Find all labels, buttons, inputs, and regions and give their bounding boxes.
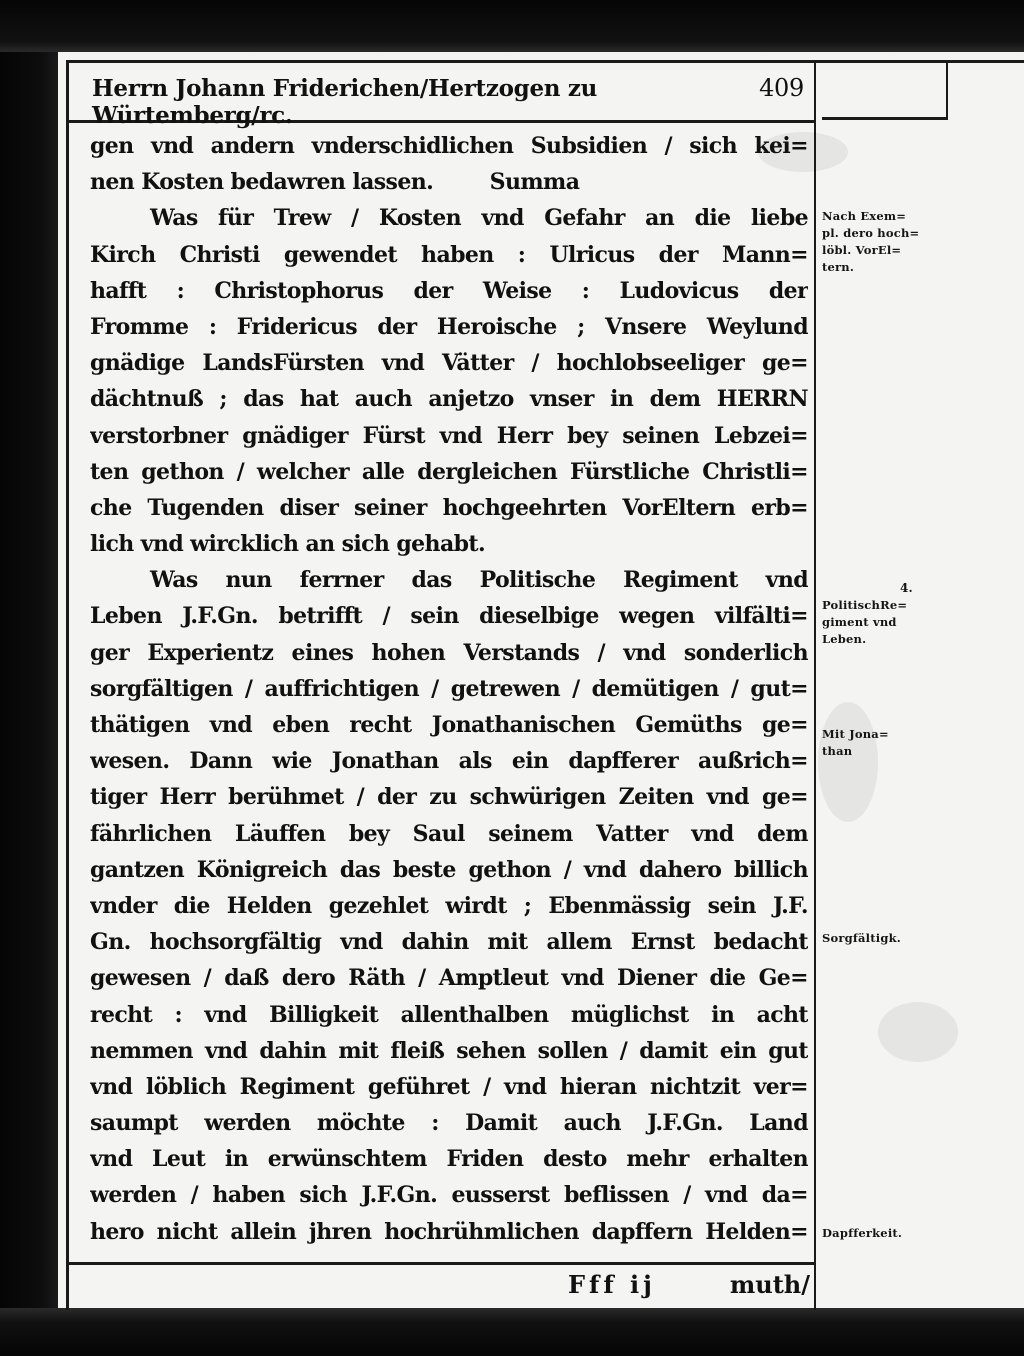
margin-note-line: PolitischRe= [822,598,908,612]
text-line: tiger Herr berühmet / der zu schwürigen Zeiten vnd ge= [90,784,808,811]
margin-note-line: Sorgfältigk. [822,931,901,945]
body-text [90,128,808,1250]
text-line: vnd Leut in erwünschtem Friden desto mehr erhalten [90,1146,808,1173]
text-line: sorgfältigen / auffrichtigen / getrewen / demütigen / gut= [90,675,808,702]
text-line: Gn. hochsorgfältig vnd dahin mit allem Ernst bedacht [90,929,808,956]
margin-note-jonathan [822,726,944,760]
text-line: ten gethon / welcher alle dergleichen Fürstliche Christli= [90,458,808,485]
page-number: 409 [759,74,804,102]
text-line: recht : vnd Billigkeit allenthalben müglichst in acht [90,1001,808,1028]
text-line: Was nun ferrner das Politische Regiment vnd [150,567,808,594]
margin-note-sorgfaeltig [822,930,944,947]
text-line: Kirch Christi gewendet haben : Ulricus der Mann= [90,241,808,268]
text-line: gen vnd andern vnderschidlichen Subsidien / sich kei= [90,133,808,159]
catchword: muth/ [729,1270,810,1299]
text-line: thätigen vnd eben recht Jonathanischen Gemüths ge= [90,712,808,738]
text-line: Leben J.F.Gn. betrifft / sein dieselbige wegen vilfälti= [90,603,808,630]
text-line: che Tugenden diser seiner hochgeehrten VorEltern erb= [90,494,808,521]
margin-note-exempel [822,208,944,276]
text-line: vnder die Helden gezehlet wirdt ; Ebenmässig sein J.F. [90,892,808,919]
signature-mark: Fff ij [568,1270,656,1299]
text-line: gantzen Königreich das beste gethon / vnd dahero billich [90,856,808,883]
left-frame-rule [66,60,69,1310]
running-head [92,74,804,129]
margin-note-line: pl. dero hoch= [822,226,920,240]
text-line: wesen. Dann wie Jonathan als ein dapfferer außrich= [90,748,808,775]
margin-note-line: Nach Exem= [822,209,907,223]
scan-border-bottom [0,1308,1024,1356]
text-line: gnädige LandsFürsten vnd Vätter / hochlobseeliger ge= [90,350,808,377]
margin-note-line: Dapfferkeit. [822,1226,903,1240]
margin-note-line: tern. [822,260,855,274]
text-line: hero nicht allein jhren hochrühmlichen dapffern Helden= [90,1218,808,1245]
text-line: gewesen / daß dero Räth / Amptleut vnd Diener die Ge= [90,965,808,992]
margin-note-line: than [822,744,853,758]
text-line: Was für Trew / Kosten vnd Gefahr an die liebe [150,205,808,232]
footer-rule [66,1262,816,1265]
text-line: werden / haben sich J.F.Gn. eusserst beflissen / vnd da= [90,1182,808,1209]
running-title: Herrn Johann Friderichen/Hertzogen zu Würtemberg/rc. [92,75,598,129]
scan-border-left [0,0,58,1356]
top-frame-rule [66,60,1024,63]
text-line: fährlichen Läuffen bey Saul seinem Vatter vnd dem [90,820,808,847]
text-line: dächtnuß ; das hat auch anjetzo vnser in dem HERRN [90,386,808,413]
margin-note-dapfferkeit [822,1225,944,1242]
text-line: verstorbner gnädiger Fürst vnd Herr bey seinen Lebzei= [90,422,808,449]
text-line: saumpt werden möchte : Damit auch J.F.Gn. Land [90,1110,808,1137]
scan-border-top [0,0,1024,52]
margin-note-line: giment vnd [822,615,897,629]
right-frame-rule [946,60,948,120]
text-line: hafft : Christophorus der Weise : Ludovicus der [90,277,808,304]
margin-note-line: Mit Jona= [822,727,889,741]
text-line: lich vnd wircklich an sich gehabt. [90,531,486,558]
footer-line [90,1270,810,1310]
text-line: ger Experientz eines hohen Verstands / vnd sonderlich [90,639,808,666]
text-line: Fromme : Fridericus der Heroische ; Vnsere Weylund [90,313,808,340]
margin-note-number: 4. [900,581,913,595]
text-line: nemmen vnd dahin mit fleiß sehen sollen / damit ein gut [90,1037,808,1064]
margin-note-politisch [822,580,944,648]
text-line: nen Kosten bedawren lassen. Summa [90,169,580,196]
margin-note-line: Leben. [822,632,867,646]
margin-divider-rule [814,60,816,1310]
text-line: vnd löblich Regiment geführet / vnd hieran nichtzit ver= [90,1073,808,1100]
margin-note-line: löbl. VorEl= [822,243,902,257]
margin-header-rule [822,117,946,120]
